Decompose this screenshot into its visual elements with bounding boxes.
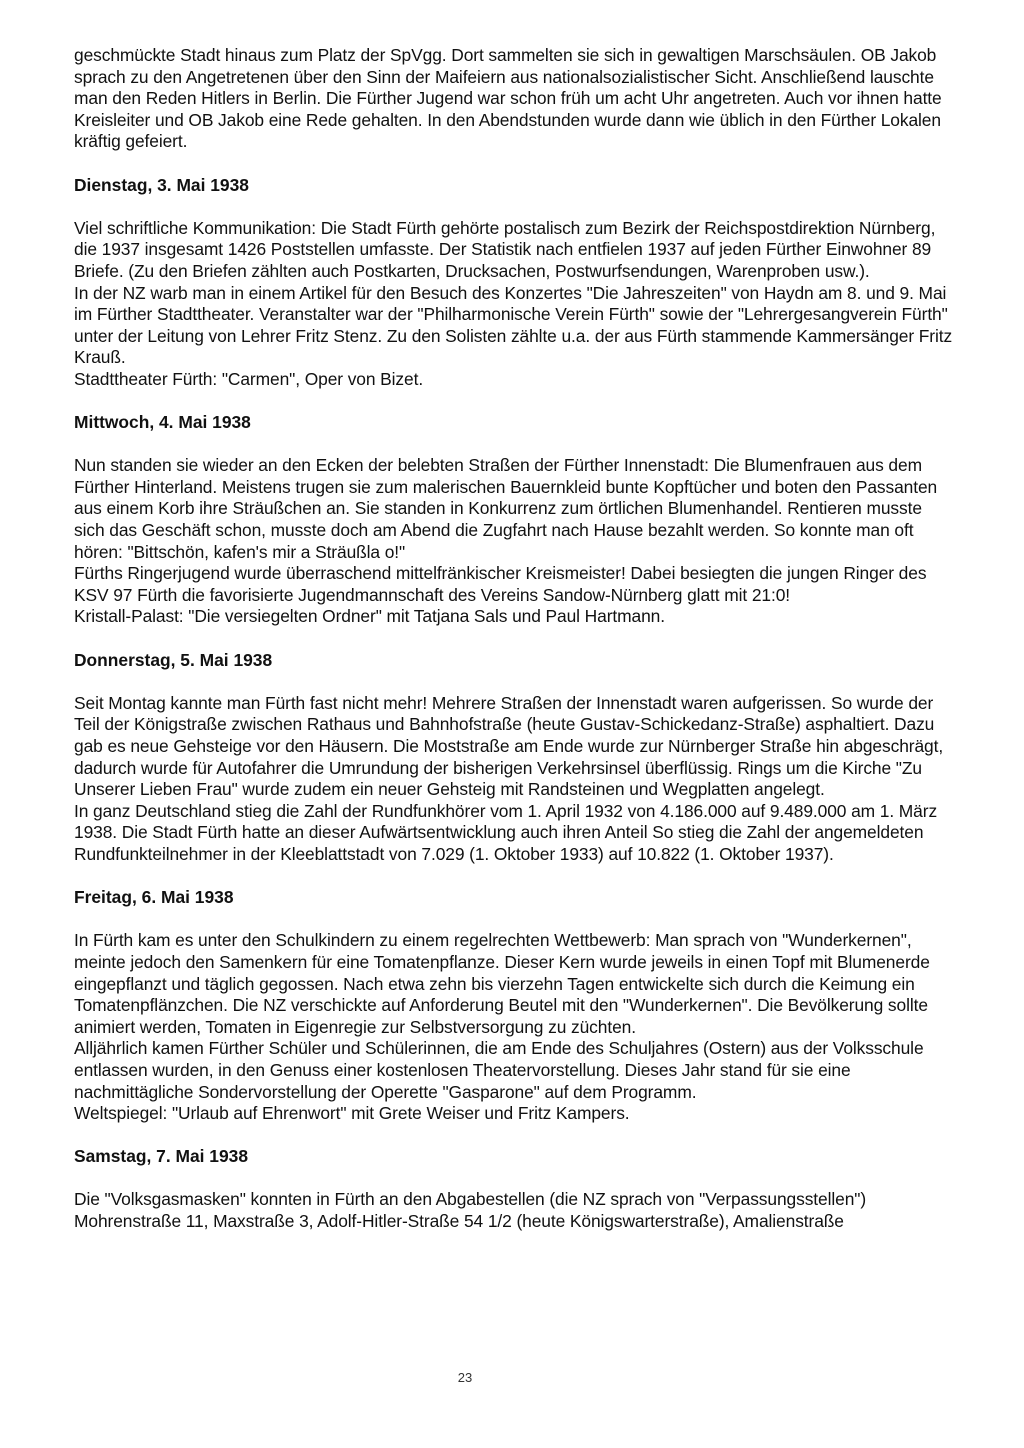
- paragraph: Weltspiegel: "Urlaub auf Ehrenwort" mit Grete Weiser und Fritz Kampers.: [74, 1103, 630, 1124]
- section-heading-donnerstag: Donnerstag, 5. Mai 1938: [74, 649, 273, 670]
- paragraph: In Fürth kam es unter den Schulkindern zu einem regelrechten Wettbewerb: Man sprach von "Wunderkernen", meinte jedoch den Samenkern für eine Tomatenpflanze. Dieser Kern wurde jeweils in einen Topf mit Blumenerde eingepflanzt und täglich gegossen. Nach etwa zehn bis vierzehn Tagen entwickelte sich durch die Keimung ein Tomatenpflänzchen. Die NZ verschickte auf Anforderung Beutel mit den "Wunderkernen". Die Bevölkerung sollte animiert werden, Tomaten in Eigenregie zur Selbstversorgung zu züchten.: [74, 930, 930, 1037]
- document-body: [74, 45, 954, 1233]
- paragraph: Die "Volksgasmasken" konnten in Fürth an den Abgabestellen (die NZ sprach von "Verpassungsstellen") Mohrenstraße 11, Maxstraße 3, Adolf-Hitler-Straße 54 1/2 (heute Königswarterstraße), Amalienstraße: [74, 1189, 867, 1232]
- paragraph: In der NZ warb man in einem Artikel für den Besuch des Konzertes "Die Jahreszeiten" von Haydn am 8. und 9. Mai im Fürther Stadttheater. Veranstalter war der "Philharmonische Verein Fürth" sowie der "Lehrergesangverein Fürth" unter der Leitung von Lehrer Fritz Stenz. Zu den Solisten zählte u.a. der aus Fürth stammende Kammersänger Fritz Krauß.: [74, 282, 953, 368]
- paragraph: Fürths Ringerjugend wurde überraschend mittelfränkischer Kreismeister! Dabei besiegten die jungen Ringer des KSV 97 Fürth die favorisierte Jugendmannschaft des Vereins Sandow-Nürnberg glatt mit 21:0!: [74, 563, 927, 605]
- paragraph: Alljährlich kamen Fürther Schüler und Schülerinnen, die am Ende des Schuljahres (Ostern) aus der Volksschule entlassen wurden, in den Genuss einer kostenlosen Theatervorstellung. Dieses Jahr stand für sie eine nachmittägliche Sondervorstellung der Operette "Gasparone" auf dem Programm.: [74, 1038, 924, 1102]
- intro-paragraph: geschmückte Stadt hinaus zum Platz der SpVgg. Dort sammelten sie sich in gewaltigen Marschsäulen. OB Jakob sprach zu den Angetretenen über den Sinn der Maifeiern aus nationalsozialistischer Sicht. Anschließend lauschte man den Reden Hitlers in Berlin. Die Fürther Jugend war schon früh um acht Uhr angetreten. Auch vor ihnen hatte Kreisleiter und OB Jakob eine Rede gehalten. In den Abendstunden wurde dann wie üblich in den Fürther Lokalen kräftig gefeiert.: [74, 45, 942, 152]
- section-heading-freitag: Freitag, 6. Mai 1938: [74, 887, 234, 908]
- section-heading-samstag: Samstag, 7. Mai 1938: [74, 1146, 248, 1167]
- paragraph: Viel schriftliche Kommunikation: Die Stadt Fürth gehörte postalisch zum Bezirk der Reichspostdirektion Nürnberg, die 1937 insgesamt 1426 Poststellen umfasste. Der Statistik nach entfielen 1937 auf jeden Fürther Einwohner 89 Briefe. (Zu den Briefen zählten auch Postkarten, Drucksachen, Postwurfsendungen, Warenproben usw.).: [74, 217, 936, 281]
- section-heading-dienstag: Dienstag, 3. Mai 1938: [74, 174, 249, 195]
- paragraph: Nun standen sie wieder an den Ecken der belebten Straßen der Fürther Innenstadt: Die Blumenfrauen aus dem Fürther Hinterland. Meistens trugen sie zum malerischen Bauernkleid bunte Kopftücher und boten den Passanten aus einem Korb ihre Sträußchen an. Sie standen in Konkurrenz zum örtlichen Blumenhandel. Rentieren musste sich das Geschäft schon, musste doch am Abend die Zugfahrt nach Hause bezahlt werden. So konnte man oft hören: "Bittschön, kafen's mir a Sträußla o!": [74, 455, 938, 562]
- page-number: 23: [457, 1370, 473, 1385]
- paragraph: In ganz Deutschland stieg die Zahl der Rundfunkhörer vom 1. April 1932 von 4.186.000 auf 9.489.000 am 1. März 1938. Die Stadt Fürth hatte an dieser Aufwärtsentwicklung auch ihren Anteil So stieg die Zahl der angemeldeten Rundfunkteilnehmer in der Kleeblattstadt von 7.029 (1. Oktober 1933) auf 10.822 (1. Oktober 1937).: [74, 800, 938, 864]
- paragraph: Seit Montag kannte man Fürth fast nicht mehr! Mehrere Straßen der Innenstadt waren aufgerissen. So wurde der Teil der Königstraße zwischen Rathaus und Bahnhofstraße (heute Gustav-Schickedanz-Straße) asphaltiert. Dazu gab es neue Gehsteige vor den Häusern. Die Moststraße am Ende wurde zur Nürnberger Straße hin abgeschrägt, dadurch wurde für Autofahrer die Umrundung der bisherigen Verkehrsinsel überflüssig. Rings um die Kirche "Zu Unserer Lieben Frau" wurde zudem ein neuer Gehsteig mit Randsteinen und Wegplatten angelegt.: [74, 692, 944, 800]
- paragraph: Kristall-Palast: "Die versiegelten Ordner" mit Tatjana Sals und Paul Hartmann.: [74, 606, 665, 627]
- paragraph: Stadttheater Fürth: "Carmen", Oper von Bizet.: [74, 368, 424, 389]
- section-heading-mittwoch: Mittwoch, 4. Mai 1938: [74, 412, 251, 433]
